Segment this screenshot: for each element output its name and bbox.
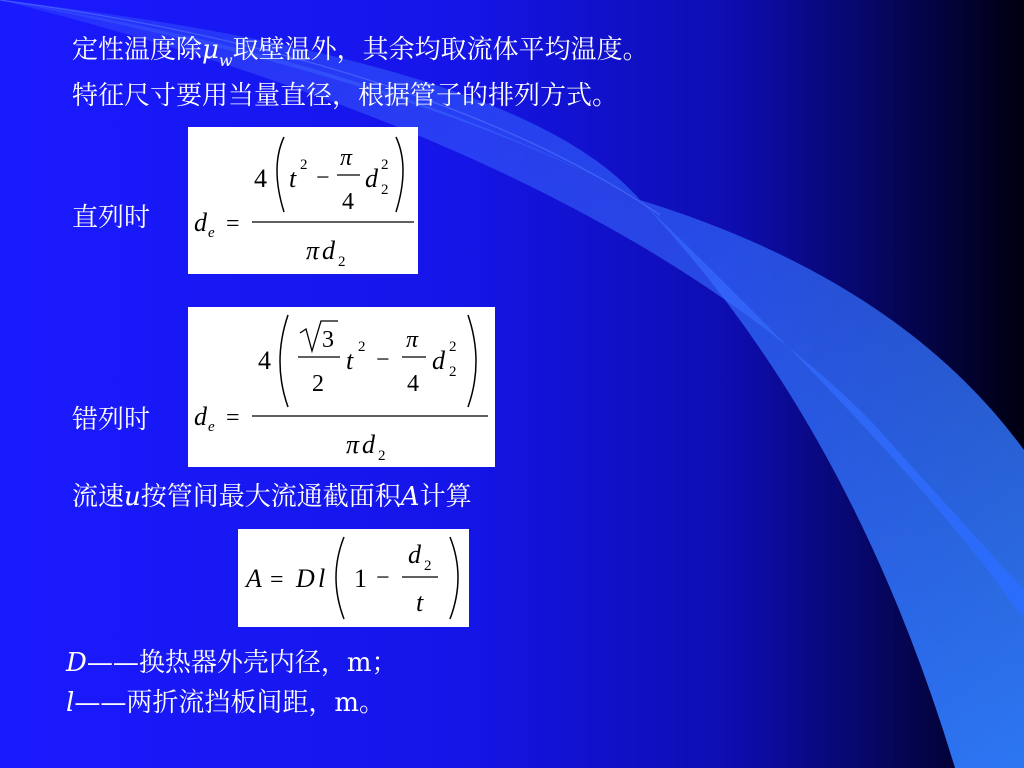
velocity-u: u bbox=[124, 482, 141, 512]
formula-coef: 4 bbox=[258, 346, 271, 375]
formula-equals: = bbox=[226, 405, 240, 431]
inline-arrangement-label: 直列时 bbox=[72, 203, 151, 233]
area-D: D bbox=[296, 564, 315, 593]
formula-lhs-sub: e bbox=[208, 225, 215, 241]
formula-lhs-d: d bbox=[194, 208, 207, 237]
area-formula bbox=[238, 529, 469, 627]
area-A: A bbox=[246, 564, 262, 593]
flow-velocity-note bbox=[72, 480, 472, 514]
characteristic-size-note: 特征尺寸要用当量直径，根据管子的排列方式。 bbox=[72, 81, 619, 111]
definition-D-dash: —— bbox=[86, 648, 139, 678]
denominator-sub: 2 bbox=[338, 254, 346, 270]
definition-l bbox=[66, 686, 385, 720]
formula-t: t bbox=[346, 346, 354, 375]
temperature-note bbox=[72, 33, 649, 78]
formula-sqrt-3: 3 bbox=[322, 327, 334, 353]
staggered-arrangement-label: 错列时 bbox=[72, 405, 151, 435]
area-l: l bbox=[318, 564, 326, 593]
formula-two: 2 bbox=[312, 371, 324, 397]
inline-formula bbox=[188, 127, 418, 274]
formula-d-power: 2 bbox=[449, 339, 457, 355]
formula-equals: = bbox=[226, 211, 240, 237]
formula-minus: − bbox=[316, 165, 330, 191]
temperature-note-after: 取壁温外，其余均取流体平均温度。 bbox=[232, 35, 649, 65]
definition-D bbox=[66, 646, 398, 680]
formula-d-sub: 2 bbox=[449, 364, 457, 380]
formula-lhs-d: d bbox=[194, 402, 207, 431]
formula-t: t bbox=[289, 164, 297, 193]
denominator-d: d bbox=[322, 236, 335, 265]
flow-note-before: 流速 bbox=[72, 482, 125, 512]
formula-four: 4 bbox=[342, 189, 354, 215]
definition-l-symbol: l bbox=[66, 688, 75, 718]
formula-pi: π bbox=[340, 145, 353, 171]
definition-D-text: 换热器外壳内径，m； bbox=[138, 648, 398, 678]
formula-pi: π bbox=[406, 327, 419, 353]
flow-note-after: 计算 bbox=[419, 482, 472, 512]
right-paren bbox=[396, 137, 403, 212]
formula-t-power: 2 bbox=[300, 157, 308, 173]
area-one: 1 bbox=[354, 564, 367, 593]
formula-d: d bbox=[432, 346, 445, 375]
formula-four: 4 bbox=[407, 371, 419, 397]
flow-note-middle: 按管间最大流通截面积 bbox=[140, 482, 401, 512]
formula-d-power: 2 bbox=[381, 157, 389, 173]
denominator-sub: 2 bbox=[378, 448, 386, 464]
definition-D-symbol: D bbox=[66, 648, 87, 678]
staggered-formula bbox=[188, 307, 495, 467]
formula-minus: − bbox=[376, 347, 390, 373]
area-equals: = bbox=[270, 567, 284, 593]
area-minus: − bbox=[376, 565, 390, 591]
denominator-pi: π bbox=[346, 430, 360, 459]
area-t: t bbox=[416, 588, 424, 617]
area-d: d bbox=[408, 540, 421, 569]
right-paren bbox=[468, 315, 476, 407]
formula-t-power: 2 bbox=[358, 339, 366, 355]
temperature-note-before: 定性温度除 bbox=[72, 35, 203, 65]
denominator-d: d bbox=[362, 430, 375, 459]
definition-l-text: 两折流挡板间距，m。 bbox=[126, 688, 385, 718]
left-paren bbox=[336, 537, 344, 619]
denominator-pi: π bbox=[306, 236, 320, 265]
area-d-sub: 2 bbox=[424, 558, 432, 574]
formula-coef: 4 bbox=[254, 164, 267, 193]
right-paren bbox=[450, 537, 458, 619]
definition-l-dash: —— bbox=[74, 688, 127, 718]
formula-d-sub: 2 bbox=[381, 182, 389, 198]
formula-lhs-sub: e bbox=[208, 419, 215, 435]
left-paren bbox=[277, 137, 284, 212]
mu-symbol: μ bbox=[202, 35, 219, 65]
mu-subscript: w bbox=[218, 51, 233, 70]
left-paren bbox=[280, 315, 288, 407]
formula-d: d bbox=[365, 164, 378, 193]
area-A: A bbox=[400, 482, 420, 512]
